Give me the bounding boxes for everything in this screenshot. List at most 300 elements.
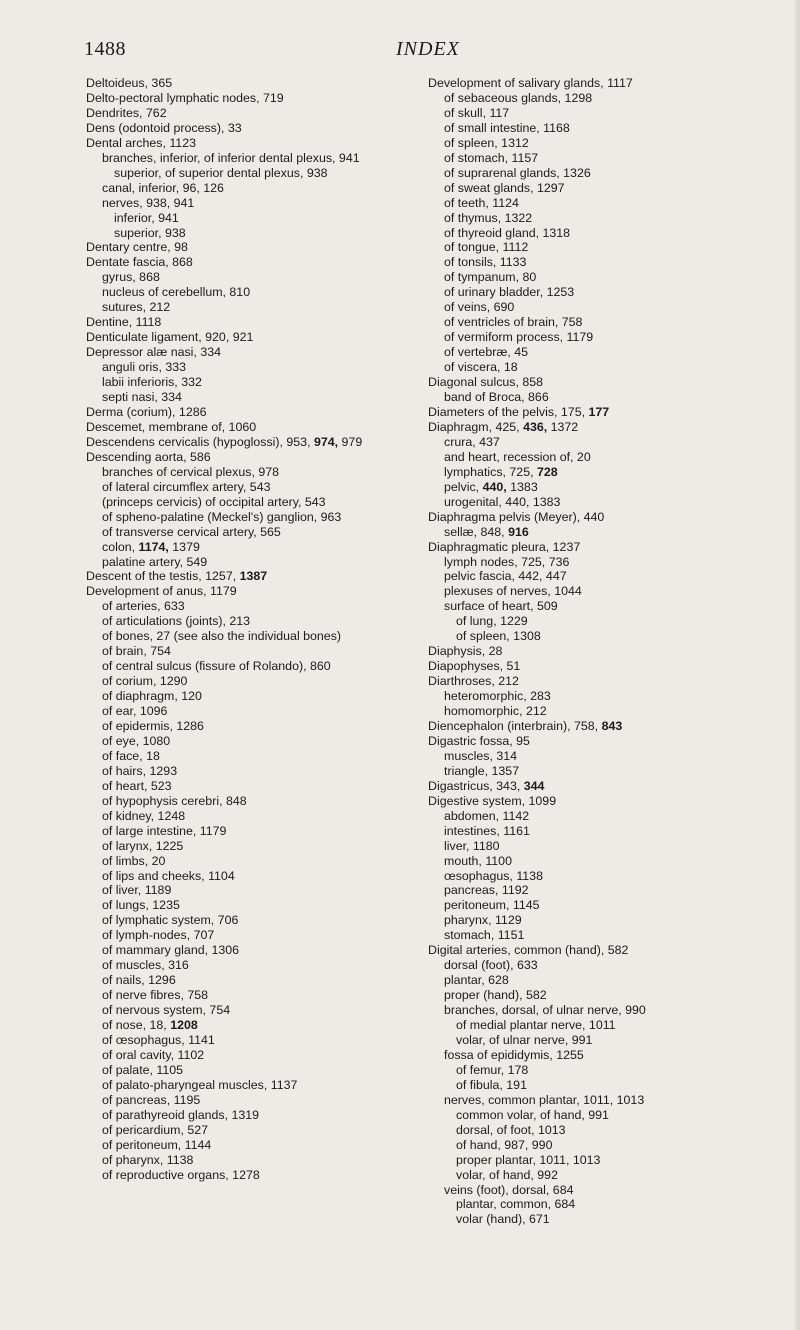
index-subentry bbox=[86, 360, 436, 375]
entry-text: branches of cervical plexus, 978 bbox=[102, 464, 280, 479]
index-subentry bbox=[86, 958, 436, 973]
index-subentry bbox=[428, 1093, 778, 1108]
index-subentry bbox=[86, 495, 436, 510]
entry-text: nucleus of cerebellum, 810 bbox=[102, 285, 251, 300]
index-subentry bbox=[428, 465, 778, 480]
page-ref-bold: 440, bbox=[482, 479, 507, 494]
entry-text: of vertebræ, 45 bbox=[444, 345, 529, 360]
index-subentry bbox=[428, 614, 778, 629]
entry-text: fossa of epididymis, 1255 bbox=[444, 1047, 584, 1062]
entry-text: superior, of superior dental plexus, 938 bbox=[114, 165, 328, 180]
index-subentry bbox=[428, 854, 778, 869]
index-subentry bbox=[86, 480, 436, 495]
index-entry bbox=[86, 584, 436, 599]
index-entry bbox=[86, 106, 436, 121]
entry-text: 979 bbox=[338, 434, 363, 449]
index-subentry bbox=[428, 898, 778, 913]
index-subentry bbox=[86, 270, 436, 285]
entry-text: of epidermis, 1286 bbox=[102, 718, 204, 733]
entry-text: (princeps cervicis) of occipital artery, 543 bbox=[102, 494, 326, 509]
index-subentry bbox=[428, 1212, 778, 1227]
entry-text: of heart, 523 bbox=[102, 778, 172, 793]
entry-text: of articulations (joints), 213 bbox=[102, 614, 251, 629]
entry-text: Dens (odontoid process), 33 bbox=[86, 120, 242, 135]
entry-text: of larynx, 1225 bbox=[102, 838, 184, 853]
entry-text: stomach, 1151 bbox=[444, 928, 525, 943]
index-subentry bbox=[86, 928, 436, 943]
index-subentry bbox=[86, 1093, 436, 1108]
page-ref-bold: 1208 bbox=[170, 1018, 198, 1033]
index-subentry bbox=[86, 181, 436, 196]
index-column-left bbox=[86, 76, 436, 1183]
index-subentry bbox=[428, 211, 778, 226]
index-subentry bbox=[428, 300, 778, 315]
entry-text: of spleen, 1312 bbox=[444, 135, 529, 150]
index-subentry bbox=[86, 285, 436, 300]
entry-text: of pericardium, 527 bbox=[102, 1122, 209, 1137]
entry-text: of transverse cervical artery, 565 bbox=[102, 524, 281, 539]
entry-text: proper plantar, 1011, 1013 bbox=[456, 1152, 601, 1167]
entry-text: Dental arches, 1123 bbox=[86, 135, 196, 150]
entry-text: of ventricles of brain, 758 bbox=[444, 315, 583, 330]
index-subentry bbox=[428, 166, 778, 181]
entry-text: dorsal (foot), 633 bbox=[444, 958, 538, 973]
entry-text: inferior, 941 bbox=[114, 210, 179, 225]
entry-text: Dentary centre, 98 bbox=[86, 240, 188, 255]
index-subentry bbox=[86, 1003, 436, 1018]
index-subentry bbox=[86, 1138, 436, 1153]
index-subentry bbox=[428, 629, 778, 644]
index-entry bbox=[428, 375, 778, 390]
index-subentry bbox=[428, 240, 778, 255]
entry-text: of bones, 27 (see also the individual bones) bbox=[102, 629, 342, 644]
index-subentry bbox=[86, 854, 436, 869]
entry-text: superior, 938 bbox=[114, 225, 186, 240]
index-subentry bbox=[86, 614, 436, 629]
entry-text: of spheno-palatine (Meckel's) ganglion, 963 bbox=[102, 509, 342, 524]
entry-text: of femur, 178 bbox=[456, 1062, 529, 1077]
entry-text: sellæ, 848, bbox=[444, 524, 509, 539]
index-subentry bbox=[86, 300, 436, 315]
index-subentry bbox=[86, 375, 436, 390]
index-entry bbox=[86, 136, 436, 151]
index-subentry bbox=[428, 839, 778, 854]
index-subentry bbox=[86, 898, 436, 913]
index-subentry bbox=[86, 1153, 436, 1168]
page-ref-bold: 843 bbox=[601, 718, 623, 733]
index-subentry bbox=[428, 569, 778, 584]
entry-text: pelvic, bbox=[444, 479, 483, 494]
page-edge bbox=[794, 0, 800, 1330]
index-subentry bbox=[86, 749, 436, 764]
entry-text: Dentate fascia, 868 bbox=[86, 255, 193, 270]
entry-text: of arteries, 633 bbox=[102, 599, 185, 614]
index-subentry bbox=[428, 360, 778, 375]
index-subentry bbox=[86, 734, 436, 749]
index-subentry bbox=[428, 330, 778, 345]
entry-text: dorsal, of foot, 1013 bbox=[456, 1122, 566, 1137]
index-subentry bbox=[428, 704, 778, 719]
index-subentry bbox=[428, 435, 778, 450]
index-subentry bbox=[428, 883, 778, 898]
entry-text: of vermiform process, 1179 bbox=[444, 330, 594, 345]
entry-text: of lung, 1229 bbox=[456, 614, 528, 629]
index-subentry bbox=[428, 255, 778, 270]
index-subentry bbox=[428, 1078, 778, 1093]
index-subentry bbox=[428, 480, 778, 495]
index-subentry bbox=[86, 226, 436, 241]
entry-text: of medial plantar nerve, 1011 bbox=[456, 1018, 616, 1033]
entry-text: of urinary bladder, 1253 bbox=[444, 285, 575, 300]
entry-text: Descending aorta, 586 bbox=[86, 449, 211, 464]
entry-text: of kidney, 1248 bbox=[102, 808, 186, 823]
entry-text: Diaphysis, 28 bbox=[428, 644, 503, 659]
index-entry bbox=[428, 779, 778, 794]
index-subentry bbox=[428, 1183, 778, 1198]
entry-text: of tongue, 1112 bbox=[444, 240, 529, 255]
entry-text: of fibula, 191 bbox=[456, 1077, 527, 1092]
index-subentry bbox=[86, 824, 436, 839]
entry-text: Development of anus, 1179 bbox=[86, 584, 237, 599]
entry-text: of lungs, 1235 bbox=[102, 898, 180, 913]
index-subentry bbox=[428, 1003, 778, 1018]
index-entry bbox=[428, 644, 778, 659]
entry-text: branches, dorsal, of ulnar nerve, 990 bbox=[444, 1003, 646, 1018]
index-subentry bbox=[428, 764, 778, 779]
index-subentry bbox=[86, 689, 436, 704]
entry-text: œsophagus, 1138 bbox=[444, 868, 543, 883]
page-ref-bold: 728 bbox=[536, 464, 558, 479]
entry-text: heteromorphic, 283 bbox=[444, 689, 551, 704]
entry-text: Depressor alæ nasi, 334 bbox=[86, 345, 221, 360]
index-subentry bbox=[86, 659, 436, 674]
index-subentry bbox=[86, 151, 436, 166]
page-ref-bold: 344 bbox=[523, 778, 545, 793]
entry-text: of corium, 1290 bbox=[102, 674, 188, 689]
index-subentry bbox=[86, 390, 436, 405]
index-subentry bbox=[428, 285, 778, 300]
index-subentry bbox=[428, 106, 778, 121]
entry-text: of nervous system, 754 bbox=[102, 1003, 231, 1018]
index-subentry bbox=[428, 988, 778, 1003]
index-entry bbox=[428, 719, 778, 734]
entry-text: of pancreas, 1195 bbox=[102, 1092, 201, 1107]
index-subentry bbox=[428, 1138, 778, 1153]
index-subentry bbox=[86, 211, 436, 226]
entry-text: of nerve fibres, 758 bbox=[102, 988, 209, 1003]
running-head: INDEX bbox=[396, 38, 460, 60]
index-subentry bbox=[86, 540, 436, 555]
entry-text: Development of salivary glands, 1117 bbox=[428, 76, 633, 90]
entry-text: pancreas, 1192 bbox=[444, 883, 529, 898]
entry-text: Descent of the testis, 1257, bbox=[86, 569, 240, 584]
entry-text: anguli oris, 333 bbox=[102, 360, 187, 375]
index-subentry bbox=[86, 644, 436, 659]
index-entry bbox=[428, 540, 778, 555]
entry-text: of hypophysis cerebri, 848 bbox=[102, 793, 247, 808]
index-subentry bbox=[86, 1033, 436, 1048]
index-subentry bbox=[86, 674, 436, 689]
entry-text: surface of heart, 509 bbox=[444, 599, 558, 614]
index-subentry bbox=[86, 196, 436, 211]
entry-text: Diaphragmatic pleura, 1237 bbox=[428, 539, 581, 554]
entry-text: of stomach, 1157 bbox=[444, 150, 539, 165]
index-subentry bbox=[428, 1168, 778, 1183]
index-subentry bbox=[86, 869, 436, 884]
index-subentry bbox=[86, 555, 436, 570]
entry-text: proper (hand), 582 bbox=[444, 988, 547, 1003]
entry-text: Digastric fossa, 95 bbox=[428, 733, 530, 748]
entry-text: of eye, 1080 bbox=[102, 733, 171, 748]
entry-text: of central sulcus (fissure of Rolando), 860 bbox=[102, 659, 331, 674]
entry-text: Diameters of the pelvis, 175, bbox=[428, 404, 589, 419]
index-subentry bbox=[86, 973, 436, 988]
index-subentry bbox=[86, 465, 436, 480]
entry-text: Digital arteries, common (hand), 582 bbox=[428, 943, 629, 958]
entry-text: pelvic fascia, 442, 447 bbox=[444, 569, 567, 584]
index-subentry bbox=[86, 719, 436, 734]
entry-text: intestines, 1161 bbox=[444, 823, 530, 838]
index-subentry bbox=[428, 928, 778, 943]
index-subentry bbox=[86, 1123, 436, 1138]
index-subentry bbox=[428, 390, 778, 405]
page-ref-bold: 436, bbox=[523, 419, 548, 434]
entry-text: of œsophagus, 1141 bbox=[102, 1033, 215, 1047]
page-ref-bold: 974, bbox=[313, 434, 339, 449]
index-entry bbox=[86, 91, 436, 106]
entry-text: peritoneum, 1145 bbox=[444, 898, 540, 913]
index-subentry bbox=[86, 166, 436, 181]
index-entry bbox=[86, 315, 436, 330]
entry-text: of palato-pharyngeal muscles, 1137 bbox=[102, 1077, 298, 1092]
index-entry bbox=[86, 240, 436, 255]
entry-text: of small intestine, 1168 bbox=[444, 120, 570, 135]
entry-text: of peritoneum, 1144 bbox=[102, 1137, 212, 1152]
index-subentry bbox=[428, 1153, 778, 1168]
index-subentry bbox=[86, 764, 436, 779]
entry-text: septi nasi, 334 bbox=[102, 390, 182, 405]
entry-text: of palate, 1105 bbox=[102, 1062, 184, 1077]
entry-text: volar (hand), 671 bbox=[456, 1212, 550, 1227]
index-entry bbox=[86, 420, 436, 435]
index-subentry bbox=[428, 1018, 778, 1033]
entry-text: gyrus, 868 bbox=[102, 270, 160, 285]
entry-text: band of Broca, 866 bbox=[444, 390, 549, 405]
entry-text: volar, of hand, 992 bbox=[456, 1167, 558, 1182]
index-subentry bbox=[86, 779, 436, 794]
entry-text: Denticulate ligament, 920, 921 bbox=[86, 330, 254, 345]
entry-text: 1372 bbox=[547, 419, 579, 434]
index-subentry bbox=[428, 91, 778, 106]
index-subentry bbox=[428, 181, 778, 196]
index-entry bbox=[428, 943, 778, 958]
index-subentry bbox=[86, 1168, 436, 1183]
entry-text: muscles, 314 bbox=[444, 748, 518, 763]
entry-text: Digastricus, 343, bbox=[428, 778, 524, 793]
index-subentry bbox=[428, 1123, 778, 1138]
index-subentry bbox=[86, 913, 436, 928]
entry-text: mouth, 1100 bbox=[444, 853, 512, 868]
index-subentry bbox=[428, 824, 778, 839]
index-subentry bbox=[86, 525, 436, 540]
index-subentry bbox=[428, 809, 778, 824]
index-subentry bbox=[428, 555, 778, 570]
entry-text: of tympanum, 80 bbox=[444, 270, 537, 285]
entry-text: branches, inferior, of inferior dental plexus, 941 bbox=[102, 150, 360, 165]
entry-text: Diaphragma pelvis (Meyer), 440 bbox=[428, 509, 605, 524]
entry-text: colon, bbox=[102, 539, 139, 554]
page-ref-bold: 1387 bbox=[239, 569, 268, 584]
entry-text: of pharynx, 1138 bbox=[102, 1152, 194, 1167]
index-subentry bbox=[86, 704, 436, 719]
entry-text: common volar, of hand, 991 bbox=[456, 1107, 609, 1122]
page-ref-bold: 1174, bbox=[138, 539, 169, 554]
entry-text: plantar, common, 684 bbox=[456, 1197, 576, 1212]
index-subentry bbox=[428, 450, 778, 465]
page-ref-bold: 916 bbox=[508, 524, 529, 539]
index-subentry bbox=[428, 1108, 778, 1123]
entry-text: 1379 bbox=[168, 539, 200, 554]
index-subentry bbox=[428, 689, 778, 704]
entry-text: abdomen, 1142 bbox=[444, 808, 530, 823]
index-subentry bbox=[428, 749, 778, 764]
index-subentry bbox=[86, 1078, 436, 1093]
index-subentry bbox=[428, 584, 778, 599]
index-subentry bbox=[428, 1197, 778, 1212]
index-entry bbox=[86, 255, 436, 270]
index-subentry bbox=[86, 599, 436, 614]
index-subentry bbox=[86, 943, 436, 958]
entry-text: of nose, 18, bbox=[102, 1018, 171, 1033]
index-subentry bbox=[428, 869, 778, 884]
index-subentry bbox=[428, 121, 778, 136]
index-subentry bbox=[428, 136, 778, 151]
index-entry bbox=[428, 734, 778, 749]
entry-text: plexuses of nerves, 1044 bbox=[444, 584, 582, 599]
entry-text: Dendrites, 762 bbox=[86, 105, 167, 120]
entry-text: of spleen, 1308 bbox=[456, 629, 541, 644]
entry-text: of hand, 987, 990 bbox=[456, 1137, 553, 1152]
entry-text: Diagonal sulcus, 858 bbox=[428, 375, 544, 390]
entry-text: of lymphatic system, 706 bbox=[102, 913, 239, 928]
entry-text: of teeth, 1124 bbox=[444, 195, 519, 210]
entry-text: of veins, 690 bbox=[444, 300, 515, 315]
index-subentry bbox=[86, 1063, 436, 1078]
entry-text: Descemet, membrane of, 1060 bbox=[86, 419, 257, 434]
index-subentry bbox=[428, 1063, 778, 1078]
entry-text: liver, 1180 bbox=[444, 838, 500, 853]
entry-text: of limbs, 20 bbox=[102, 853, 166, 868]
entry-text: veins (foot), dorsal, 684 bbox=[444, 1182, 574, 1197]
entry-text: urogenital, 440, 1383 bbox=[444, 494, 561, 509]
index-subentry bbox=[86, 1108, 436, 1123]
entry-text: of large intestine, 1179 bbox=[102, 823, 227, 838]
index-subentry bbox=[86, 794, 436, 809]
page-header bbox=[0, 38, 800, 68]
index-subentry bbox=[428, 525, 778, 540]
entry-text: Deltoideus, 365 bbox=[86, 76, 173, 90]
index-subentry bbox=[428, 973, 778, 988]
page-number: 1488 bbox=[84, 38, 126, 60]
index-subentry bbox=[428, 226, 778, 241]
index-subentry bbox=[86, 883, 436, 898]
index-entry bbox=[86, 121, 436, 136]
index-entry bbox=[428, 420, 778, 435]
entry-text: of thyreoid gland, 1318 bbox=[444, 225, 571, 240]
page-ref-bold: 177 bbox=[588, 404, 610, 419]
entry-text: palatine artery, 549 bbox=[102, 554, 208, 569]
index-subentry bbox=[428, 151, 778, 166]
entry-text: of reproductive organs, 1278 bbox=[102, 1167, 260, 1182]
index-subentry bbox=[428, 196, 778, 211]
entry-text: lymph nodes, 725, 736 bbox=[444, 554, 570, 569]
entry-text: of muscles, 316 bbox=[102, 958, 189, 973]
entry-text: of lips and cheeks, 1104 bbox=[102, 868, 235, 883]
index-subentry bbox=[428, 599, 778, 614]
entry-text: of suprarenal glands, 1326 bbox=[444, 165, 591, 180]
entry-text: Dentine, 1118 bbox=[86, 315, 162, 330]
index-subentry bbox=[86, 510, 436, 525]
entry-text: of lymph-nodes, 707 bbox=[102, 928, 215, 943]
entry-text: of liver, 1189 bbox=[102, 883, 172, 898]
index-subentry bbox=[428, 958, 778, 973]
entry-text: of sweat glands, 1297 bbox=[444, 180, 565, 195]
entry-text: Diaphragm, 425, bbox=[428, 419, 524, 434]
entry-text: plantar, 628 bbox=[444, 973, 509, 988]
index-entry bbox=[428, 76, 778, 91]
index-entry bbox=[428, 659, 778, 674]
entry-text: of ear, 1096 bbox=[102, 704, 168, 719]
entry-text: homomorphic, 212 bbox=[444, 704, 547, 719]
entry-text: triangle, 1357 bbox=[444, 763, 520, 778]
index-subentry bbox=[428, 315, 778, 330]
entry-text: Diarthroses, 212 bbox=[428, 674, 519, 689]
entry-text: Digestive system, 1099 bbox=[428, 793, 557, 808]
entry-text: nerves, common plantar, 1011, 1013 bbox=[444, 1092, 645, 1107]
entry-text: sutures, 212 bbox=[102, 300, 171, 315]
entry-text: of face, 18 bbox=[102, 748, 160, 763]
entry-text: Delto-pectoral lymphatic nodes, 719 bbox=[86, 90, 284, 105]
entry-text: labii inferioris, 332 bbox=[102, 375, 202, 390]
index-column-right bbox=[428, 76, 778, 1227]
entry-text: of brain, 754 bbox=[102, 644, 171, 659]
index-entry bbox=[428, 405, 778, 420]
index-subentry bbox=[86, 809, 436, 824]
index-entry bbox=[428, 794, 778, 809]
entry-text: nerves, 938, 941 bbox=[102, 195, 195, 210]
index-subentry bbox=[86, 839, 436, 854]
entry-text: of mammary gland, 1306 bbox=[102, 943, 240, 958]
entry-text: of hairs, 1293 bbox=[102, 763, 178, 778]
entry-text: of diaphragm, 120 bbox=[102, 689, 202, 704]
entry-text: canal, inferior, 96, 126 bbox=[102, 180, 224, 195]
entry-text: of oral cavity, 1102 bbox=[102, 1047, 205, 1062]
entry-text: of lateral circumflex artery, 543 bbox=[102, 479, 271, 494]
index-subentry bbox=[86, 1018, 436, 1033]
entry-text: of parathyreoid glands, 1319 bbox=[102, 1107, 260, 1122]
entry-text: crura, 437 bbox=[444, 434, 500, 449]
index-subentry bbox=[428, 1033, 778, 1048]
entry-text: Descendens cervicalis (hypoglossi), 953, bbox=[86, 434, 314, 449]
index-entry bbox=[428, 674, 778, 689]
entry-text: Diencephalon (interbrain), 758, bbox=[428, 718, 602, 733]
index-subentry bbox=[428, 1048, 778, 1063]
index-subentry bbox=[428, 495, 778, 510]
index-entry bbox=[86, 345, 436, 360]
entry-text: pharynx, 1129 bbox=[444, 913, 522, 928]
index-entry bbox=[86, 76, 436, 91]
entry-text: lymphatics, 725, bbox=[444, 464, 537, 479]
